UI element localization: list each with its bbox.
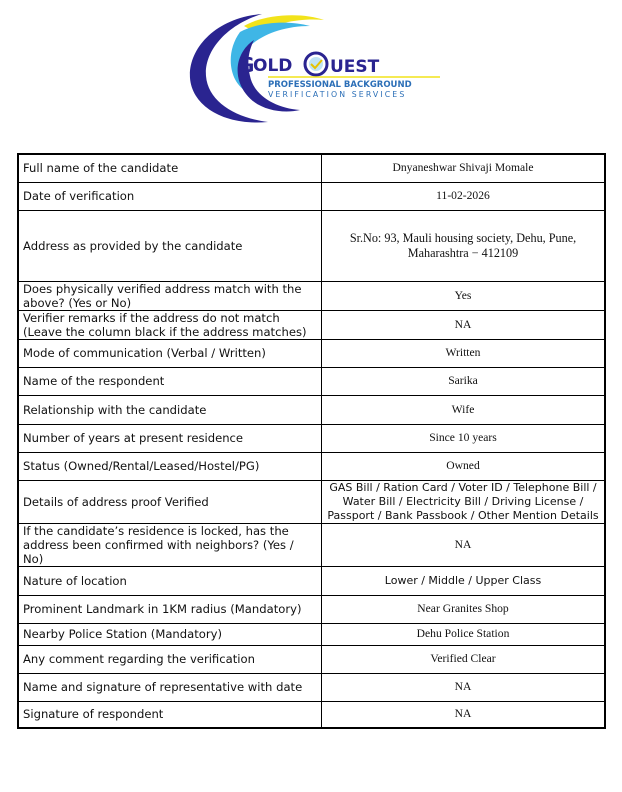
table-row	[18, 154, 605, 182]
table-row	[18, 523, 605, 566]
field-label: Any comment regarding the verification	[18, 645, 322, 673]
table-row	[18, 339, 605, 367]
field-value: Yes	[322, 281, 606, 310]
field-value: NA	[322, 701, 606, 728]
field-label: Details of address proof Verified	[18, 480, 322, 523]
logo-swoosh-icon	[184, 10, 446, 128]
field-value: Written	[322, 339, 606, 367]
field-label: Signature of respondent	[18, 701, 322, 728]
field-value: Since 10 years	[322, 424, 606, 452]
table-row	[18, 395, 605, 424]
table-row	[18, 673, 605, 701]
field-value: Owned	[322, 452, 606, 480]
field-label: Full name of the candidate	[18, 154, 322, 182]
field-value: GAS Bill / Ration Card / Voter ID / Telephone Bill / Water Bill / Electricity Bill / Driving License / Passport / Bank Passbook / Other Mention Details	[322, 480, 606, 523]
field-label: If the candidate’s residence is locked, has the address been confirmed with neighbors? (Yes / No)	[18, 523, 322, 566]
field-value: Dnyaneshwar Shivaji Momale	[322, 154, 606, 182]
table-row	[18, 310, 605, 339]
field-value: Wife	[322, 395, 606, 424]
field-label: Nature of location	[18, 566, 322, 595]
field-value: Verified Clear	[322, 645, 606, 673]
table-row	[18, 623, 605, 645]
logo-brand-text: G	[238, 53, 255, 77]
field-label: Date of verification	[18, 182, 322, 210]
field-value: Sr.No: 93, Mauli housing society, Dehu, Pune, Maharashtra − 412109	[322, 210, 606, 281]
svg-text:UEST: UEST	[330, 57, 380, 77]
table-row	[18, 645, 605, 673]
field-label: Name and signature of representative with date	[18, 673, 322, 701]
field-label: Number of years at present residence	[18, 424, 322, 452]
field-value: Near Granites Shop	[322, 595, 606, 623]
field-value: Dehu Police Station	[322, 623, 606, 645]
logo-tagline-2: VERIFICATION SERVICES	[268, 90, 407, 99]
field-label: Verifier remarks if the address do not match (Leave the column black if the address matches)	[18, 310, 322, 339]
table-row	[18, 566, 605, 595]
table-row	[18, 595, 605, 623]
field-label: Address as provided by the candidate	[18, 210, 322, 281]
field-value: 11-02-2026	[322, 182, 606, 210]
table-row	[18, 210, 605, 281]
field-label: Nearby Police Station (Mandatory)	[18, 623, 322, 645]
field-label: Prominent Landmark in 1KM radius (Mandatory)	[18, 595, 322, 623]
svg-text:OLD: OLD	[253, 56, 293, 76]
table-row	[18, 452, 605, 480]
field-value: NA	[322, 310, 606, 339]
field-value: NA	[322, 523, 606, 566]
table-row	[18, 281, 605, 310]
field-value: NA	[322, 673, 606, 701]
verification-report-table	[17, 153, 606, 729]
table-row	[18, 424, 605, 452]
field-value: Sarika	[322, 367, 606, 395]
table-row	[18, 182, 605, 210]
table-row	[18, 701, 605, 728]
field-value: Lower / Middle / Upper Class	[322, 566, 606, 595]
field-label: Status (Owned/Rental/Leased/Hostel/PG)	[18, 452, 322, 480]
field-label: Does physically verified address match with the above? (Yes or No)	[18, 281, 322, 310]
field-label: Relationship with the candidate	[18, 395, 322, 424]
goldquest-logo	[184, 10, 446, 128]
logo-tagline-1: PROFESSIONAL BACKGROUND	[268, 80, 412, 90]
field-label: Name of the respondent	[18, 367, 322, 395]
table-row	[18, 367, 605, 395]
field-label: Mode of communication (Verbal / Written)	[18, 339, 322, 367]
table-row	[18, 480, 605, 523]
